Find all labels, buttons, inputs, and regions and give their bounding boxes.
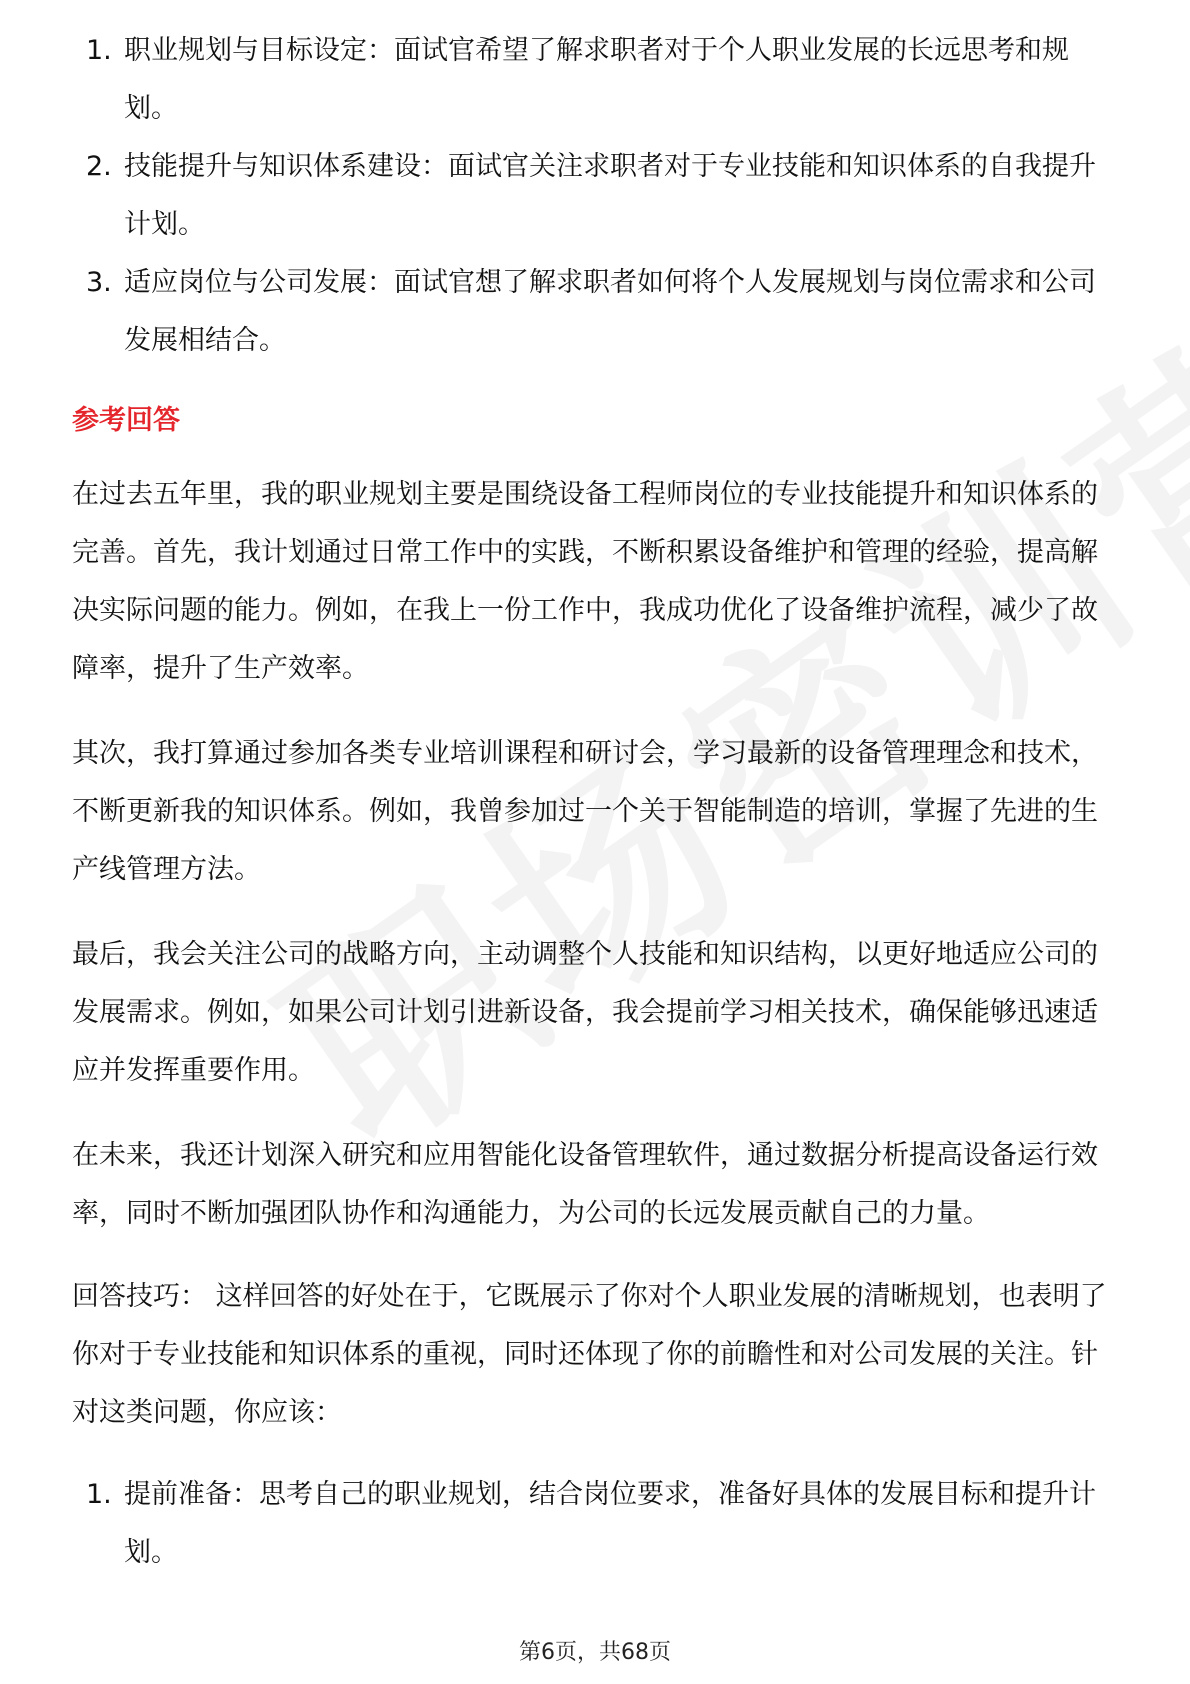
section-title: 参考回答 (72, 405, 180, 436)
list-item-text: 适应岗位与公司发展：面试官想了解求职者如何将个人发展规划与岗位需求和公司发展相结合。 (124, 267, 1096, 356)
list-item-number: 2. (86, 151, 112, 182)
page-footer: 第6页，共68页 (519, 1640, 671, 1665)
list-item (72, 138, 1122, 254)
list-item (72, 1466, 1122, 1582)
list-item-text: 提前准备：思考自己的职业规划，结合岗位要求，准备好具体的发展目标和提升计划。 (124, 1479, 1096, 1568)
list-item-text: 技能提升与知识体系建设：面试官关注求职者对于专业技能和知识体系的自我提升计划。 (124, 151, 1096, 240)
list-item (72, 254, 1122, 370)
list-item (72, 22, 1122, 138)
top-numbered-list (72, 22, 1122, 370)
answer-paragraph: 在过去五年里，我的职业规划主要是围绕设备工程师岗位的专业技能提升和知识体系的完善。首先，我计划通过日常工作中的实践，不断积累设备维护和管理的经验，提高解决实际问题的能力。例如，在我上一份工作中，我成功优化了设备维护流程，减少了故障率，提升了生产效率。 (72, 479, 1098, 684)
answer-paragraph: 其次，我打算通过参加各类专业培训课程和研讨会，学习最新的设备管理理念和技术，不断更新我的知识体系。例如，我曾参加过一个关于智能制造的培训，掌握了先进的生产线管理方法。 (72, 738, 1098, 885)
list-item-number: 1. (86, 35, 112, 66)
answer-paragraph: 在未来，我还计划深入研究和应用智能化设备管理软件，通过数据分析提高设备运行效率，同时不断加强团队协作和沟通能力，为公司的长远发展贡献自己的力量。 (72, 1140, 1098, 1229)
answer-paragraph: 最后，我会关注公司的战略方向，主动调整个人技能和知识结构，以更好地适应公司的发展需求。例如，如果公司计划引进新设备，我会提前学习相关技术，确保能够迅速适应并发挥重要作用。 (72, 939, 1098, 1086)
tips-paragraph: 回答技巧： 这样回答的好处在于，它既展示了你对个人职业发展的清晰规划，也表明了你对于专业技能和知识体系的重视，同时还体现了你的前瞻性和对公司发展的关注。针对这类问题，你应该： (72, 1281, 1107, 1428)
bottom-numbered-list (72, 1466, 1122, 1582)
list-item-number: 3. (86, 267, 112, 298)
list-item-text: 职业规划与目标设定：面试官希望了解求职者对于个人职业发展的长远思考和规划。 (124, 35, 1069, 124)
list-item-number: 1. (86, 1479, 112, 1510)
